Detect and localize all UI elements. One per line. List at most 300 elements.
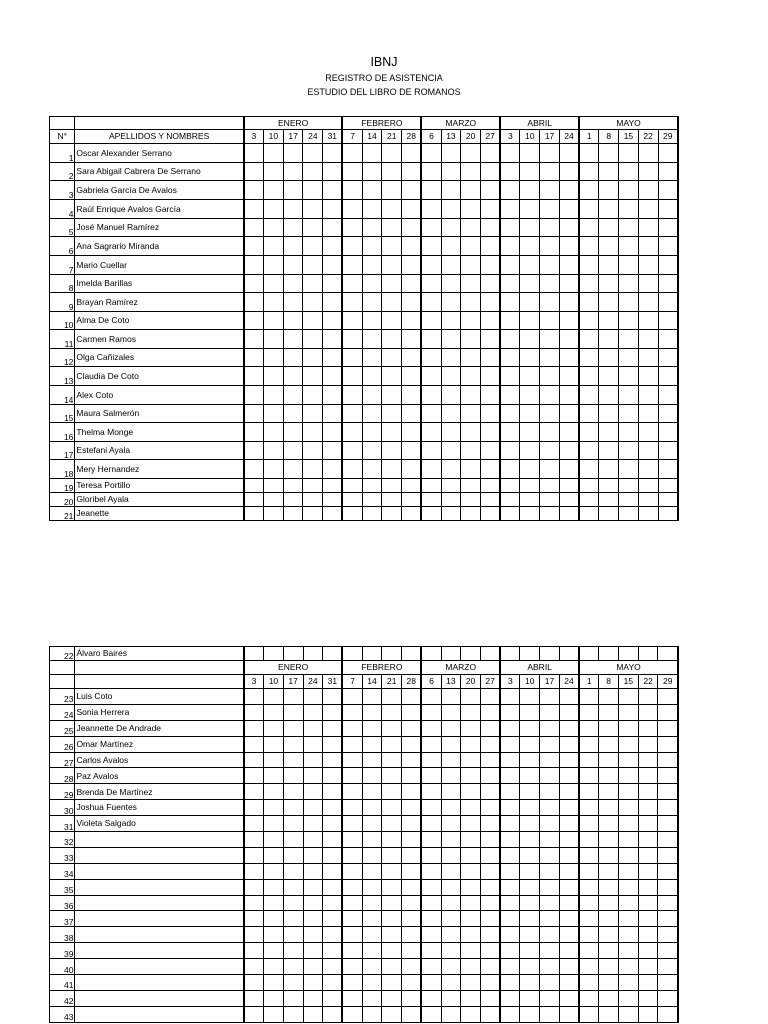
attendance-cell[interactable] <box>481 349 501 367</box>
attendance-cell[interactable] <box>579 349 599 367</box>
attendance-cell[interactable] <box>559 163 579 181</box>
attendance-cell[interactable] <box>362 507 382 521</box>
attendance-cell[interactable] <box>520 736 540 752</box>
attendance-cell[interactable] <box>520 959 540 975</box>
attendance-cell[interactable] <box>421 832 441 848</box>
attendance-cell[interactable] <box>342 720 362 736</box>
attendance-cell[interactable] <box>658 847 678 863</box>
attendance-cell[interactable] <box>599 816 619 832</box>
attendance-cell[interactable] <box>658 943 678 959</box>
attendance-cell[interactable] <box>244 479 264 493</box>
attendance-cell[interactable] <box>658 293 678 312</box>
attendance-cell[interactable] <box>520 442 540 460</box>
attendance-cell[interactable] <box>342 275 362 293</box>
attendance-cell[interactable] <box>244 704 264 720</box>
attendance-cell[interactable] <box>382 704 402 720</box>
attendance-cell[interactable] <box>481 442 501 460</box>
attendance-cell[interactable] <box>264 386 284 405</box>
attendance-cell[interactable] <box>559 927 579 943</box>
attendance-cell[interactable] <box>520 647 540 661</box>
attendance-cell[interactable] <box>382 293 402 312</box>
attendance-cell[interactable] <box>342 927 362 943</box>
attendance-cell[interactable] <box>342 816 362 832</box>
attendance-cell[interactable] <box>520 256 540 275</box>
attendance-cell[interactable] <box>382 832 402 848</box>
attendance-cell[interactable] <box>382 144 402 163</box>
attendance-cell[interactable] <box>264 704 284 720</box>
attendance-cell[interactable] <box>579 847 599 863</box>
attendance-cell[interactable] <box>520 405 540 423</box>
attendance-cell[interactable] <box>599 752 619 768</box>
attendance-cell[interactable] <box>264 752 284 768</box>
attendance-cell[interactable] <box>362 405 382 423</box>
attendance-cell[interactable] <box>658 479 678 493</box>
attendance-cell[interactable] <box>303 895 323 911</box>
attendance-cell[interactable] <box>461 442 481 460</box>
attendance-cell[interactable] <box>382 479 402 493</box>
attendance-cell[interactable] <box>638 720 658 736</box>
attendance-cell[interactable] <box>342 879 362 895</box>
attendance-cell[interactable] <box>402 405 422 423</box>
attendance-cell[interactable] <box>559 312 579 330</box>
attendance-cell[interactable] <box>579 1006 599 1022</box>
attendance-cell[interactable] <box>362 442 382 460</box>
attendance-cell[interactable] <box>461 256 481 275</box>
attendance-cell[interactable] <box>362 219 382 237</box>
attendance-cell[interactable] <box>441 181 461 200</box>
attendance-cell[interactable] <box>362 349 382 367</box>
attendance-cell[interactable] <box>638 784 658 800</box>
attendance-cell[interactable] <box>323 895 343 911</box>
attendance-cell[interactable] <box>461 689 481 705</box>
attendance-cell[interactable] <box>244 943 264 959</box>
attendance-cell[interactable] <box>658 275 678 293</box>
attendance-cell[interactable] <box>579 423 599 442</box>
attendance-cell[interactable] <box>323 959 343 975</box>
attendance-cell[interactable] <box>441 959 461 975</box>
attendance-cell[interactable] <box>402 460 422 479</box>
attendance-cell[interactable] <box>283 367 303 386</box>
attendance-cell[interactable] <box>500 386 520 405</box>
attendance-cell[interactable] <box>382 442 402 460</box>
attendance-cell[interactable] <box>402 367 422 386</box>
attendance-cell[interactable] <box>619 181 639 200</box>
attendance-cell[interactable] <box>461 990 481 1006</box>
attendance-cell[interactable] <box>500 752 520 768</box>
attendance-cell[interactable] <box>579 144 599 163</box>
attendance-cell[interactable] <box>441 349 461 367</box>
attendance-cell[interactable] <box>658 330 678 349</box>
attendance-cell[interactable] <box>264 405 284 423</box>
attendance-cell[interactable] <box>540 144 560 163</box>
attendance-cell[interactable] <box>540 163 560 181</box>
attendance-cell[interactable] <box>264 200 284 219</box>
attendance-cell[interactable] <box>520 911 540 927</box>
attendance-cell[interactable] <box>619 990 639 1006</box>
attendance-cell[interactable] <box>264 1006 284 1022</box>
attendance-cell[interactable] <box>342 911 362 927</box>
attendance-cell[interactable] <box>342 181 362 200</box>
attendance-cell[interactable] <box>461 720 481 736</box>
attendance-cell[interactable] <box>619 405 639 423</box>
attendance-cell[interactable] <box>441 507 461 521</box>
attendance-cell[interactable] <box>599 330 619 349</box>
attendance-cell[interactable] <box>500 507 520 521</box>
attendance-cell[interactable] <box>461 704 481 720</box>
attendance-cell[interactable] <box>500 163 520 181</box>
attendance-cell[interactable] <box>500 200 520 219</box>
attendance-cell[interactable] <box>382 163 402 181</box>
attendance-cell[interactable] <box>382 975 402 991</box>
attendance-cell[interactable] <box>362 493 382 507</box>
attendance-cell[interactable] <box>283 405 303 423</box>
attendance-cell[interactable] <box>441 219 461 237</box>
attendance-cell[interactable] <box>559 367 579 386</box>
attendance-cell[interactable] <box>559 330 579 349</box>
attendance-cell[interactable] <box>579 163 599 181</box>
attendance-cell[interactable] <box>658 312 678 330</box>
attendance-cell[interactable] <box>559 219 579 237</box>
attendance-cell[interactable] <box>283 975 303 991</box>
attendance-cell[interactable] <box>402 181 422 200</box>
attendance-cell[interactable] <box>481 163 501 181</box>
attendance-cell[interactable] <box>283 863 303 879</box>
attendance-cell[interactable] <box>362 293 382 312</box>
attendance-cell[interactable] <box>283 460 303 479</box>
attendance-cell[interactable] <box>559 800 579 816</box>
attendance-cell[interactable] <box>619 879 639 895</box>
attendance-cell[interactable] <box>461 349 481 367</box>
attendance-cell[interactable] <box>619 784 639 800</box>
attendance-cell[interactable] <box>264 442 284 460</box>
attendance-cell[interactable] <box>264 990 284 1006</box>
attendance-cell[interactable] <box>559 1006 579 1022</box>
attendance-cell[interactable] <box>323 990 343 1006</box>
attendance-cell[interactable] <box>283 895 303 911</box>
attendance-cell[interactable] <box>658 367 678 386</box>
attendance-cell[interactable] <box>283 1006 303 1022</box>
attendance-cell[interactable] <box>421 975 441 991</box>
attendance-cell[interactable] <box>342 768 362 784</box>
attendance-cell[interactable] <box>441 800 461 816</box>
attendance-cell[interactable] <box>303 275 323 293</box>
attendance-cell[interactable] <box>264 863 284 879</box>
attendance-cell[interactable] <box>579 768 599 784</box>
attendance-cell[interactable] <box>599 386 619 405</box>
attendance-cell[interactable] <box>638 975 658 991</box>
attendance-cell[interactable] <box>244 386 264 405</box>
attendance-cell[interactable] <box>520 689 540 705</box>
attendance-cell[interactable] <box>658 784 678 800</box>
attendance-cell[interactable] <box>599 879 619 895</box>
attendance-cell[interactable] <box>540 879 560 895</box>
attendance-cell[interactable] <box>579 386 599 405</box>
attendance-cell[interactable] <box>382 752 402 768</box>
attendance-cell[interactable] <box>559 895 579 911</box>
attendance-cell[interactable] <box>402 704 422 720</box>
attendance-cell[interactable] <box>421 237 441 256</box>
attendance-cell[interactable] <box>244 181 264 200</box>
attendance-cell[interactable] <box>421 736 441 752</box>
attendance-cell[interactable] <box>559 959 579 975</box>
attendance-cell[interactable] <box>559 816 579 832</box>
attendance-cell[interactable] <box>461 863 481 879</box>
attendance-cell[interactable] <box>283 736 303 752</box>
attendance-cell[interactable] <box>303 367 323 386</box>
attendance-cell[interactable] <box>461 1006 481 1022</box>
attendance-cell[interactable] <box>579 800 599 816</box>
attendance-cell[interactable] <box>559 736 579 752</box>
attendance-cell[interactable] <box>579 219 599 237</box>
attendance-cell[interactable] <box>244 863 264 879</box>
attendance-cell[interactable] <box>579 181 599 200</box>
attendance-cell[interactable] <box>441 720 461 736</box>
attendance-cell[interactable] <box>599 689 619 705</box>
attendance-cell[interactable] <box>323 507 343 521</box>
attendance-cell[interactable] <box>303 736 323 752</box>
attendance-cell[interactable] <box>619 832 639 848</box>
attendance-cell[interactable] <box>303 768 323 784</box>
attendance-cell[interactable] <box>362 943 382 959</box>
attendance-cell[interactable] <box>323 1006 343 1022</box>
attendance-cell[interactable] <box>599 720 619 736</box>
attendance-cell[interactable] <box>658 990 678 1006</box>
attendance-cell[interactable] <box>244 493 264 507</box>
attendance-cell[interactable] <box>619 219 639 237</box>
attendance-cell[interactable] <box>402 879 422 895</box>
attendance-cell[interactable] <box>402 768 422 784</box>
attendance-cell[interactable] <box>520 927 540 943</box>
attendance-cell[interactable] <box>638 423 658 442</box>
attendance-cell[interactable] <box>500 256 520 275</box>
attendance-cell[interactable] <box>619 720 639 736</box>
attendance-cell[interactable] <box>520 144 540 163</box>
attendance-cell[interactable] <box>323 293 343 312</box>
attendance-cell[interactable] <box>579 879 599 895</box>
attendance-cell[interactable] <box>579 237 599 256</box>
attendance-cell[interactable] <box>362 847 382 863</box>
attendance-cell[interactable] <box>441 879 461 895</box>
attendance-cell[interactable] <box>342 863 362 879</box>
attendance-cell[interactable] <box>500 405 520 423</box>
attendance-cell[interactable] <box>244 423 264 442</box>
attendance-cell[interactable] <box>500 312 520 330</box>
attendance-cell[interactable] <box>441 405 461 423</box>
attendance-cell[interactable] <box>540 816 560 832</box>
attendance-cell[interactable] <box>540 927 560 943</box>
attendance-cell[interactable] <box>244 460 264 479</box>
attendance-cell[interactable] <box>303 720 323 736</box>
attendance-cell[interactable] <box>481 200 501 219</box>
attendance-cell[interactable] <box>599 863 619 879</box>
attendance-cell[interactable] <box>559 442 579 460</box>
attendance-cell[interactable] <box>481 293 501 312</box>
attendance-cell[interactable] <box>382 689 402 705</box>
attendance-cell[interactable] <box>599 312 619 330</box>
attendance-cell[interactable] <box>559 460 579 479</box>
attendance-cell[interactable] <box>520 832 540 848</box>
attendance-cell[interactable] <box>382 847 402 863</box>
attendance-cell[interactable] <box>658 423 678 442</box>
attendance-cell[interactable] <box>579 863 599 879</box>
attendance-cell[interactable] <box>658 1006 678 1022</box>
attendance-cell[interactable] <box>579 405 599 423</box>
attendance-cell[interactable] <box>402 863 422 879</box>
attendance-cell[interactable] <box>658 736 678 752</box>
attendance-cell[interactable] <box>461 959 481 975</box>
attendance-cell[interactable] <box>264 736 284 752</box>
attendance-cell[interactable] <box>323 460 343 479</box>
attendance-cell[interactable] <box>362 895 382 911</box>
attendance-cell[interactable] <box>461 367 481 386</box>
attendance-cell[interactable] <box>658 959 678 975</box>
attendance-cell[interactable] <box>362 275 382 293</box>
attendance-cell[interactable] <box>421 330 441 349</box>
attendance-cell[interactable] <box>342 975 362 991</box>
attendance-cell[interactable] <box>579 975 599 991</box>
attendance-cell[interactable] <box>382 200 402 219</box>
attendance-cell[interactable] <box>559 405 579 423</box>
attendance-cell[interactable] <box>323 423 343 442</box>
attendance-cell[interactable] <box>559 256 579 275</box>
attendance-cell[interactable] <box>599 990 619 1006</box>
attendance-cell[interactable] <box>520 800 540 816</box>
attendance-cell[interactable] <box>500 349 520 367</box>
attendance-cell[interactable] <box>421 507 441 521</box>
attendance-cell[interactable] <box>559 720 579 736</box>
attendance-cell[interactable] <box>559 349 579 367</box>
attendance-cell[interactable] <box>264 895 284 911</box>
attendance-cell[interactable] <box>323 181 343 200</box>
attendance-cell[interactable] <box>481 312 501 330</box>
attendance-cell[interactable] <box>520 330 540 349</box>
attendance-cell[interactable] <box>441 237 461 256</box>
attendance-cell[interactable] <box>461 423 481 442</box>
attendance-cell[interactable] <box>342 386 362 405</box>
attendance-cell[interactable] <box>441 367 461 386</box>
attendance-cell[interactable] <box>303 293 323 312</box>
attendance-cell[interactable] <box>480 990 500 1006</box>
attendance-cell[interactable] <box>342 1006 362 1022</box>
attendance-cell[interactable] <box>658 800 678 816</box>
attendance-cell[interactable] <box>421 312 441 330</box>
attendance-cell[interactable] <box>342 200 362 219</box>
attendance-cell[interactable] <box>579 704 599 720</box>
attendance-cell[interactable] <box>480 832 500 848</box>
attendance-cell[interactable] <box>382 423 402 442</box>
attendance-cell[interactable] <box>362 367 382 386</box>
attendance-cell[interactable] <box>520 367 540 386</box>
attendance-cell[interactable] <box>244 879 264 895</box>
attendance-cell[interactable] <box>500 832 520 848</box>
attendance-cell[interactable] <box>441 293 461 312</box>
attendance-cell[interactable] <box>382 959 402 975</box>
attendance-cell[interactable] <box>264 507 284 521</box>
attendance-cell[interactable] <box>638 879 658 895</box>
attendance-cell[interactable] <box>540 943 560 959</box>
attendance-cell[interactable] <box>323 911 343 927</box>
attendance-cell[interactable] <box>579 479 599 493</box>
attendance-cell[interactable] <box>540 293 560 312</box>
attendance-cell[interactable] <box>421 144 441 163</box>
attendance-cell[interactable] <box>461 927 481 943</box>
attendance-cell[interactable] <box>283 330 303 349</box>
attendance-cell[interactable] <box>283 990 303 1006</box>
attendance-cell[interactable] <box>362 386 382 405</box>
attendance-cell[interactable] <box>481 423 501 442</box>
attendance-cell[interactable] <box>362 312 382 330</box>
attendance-cell[interactable] <box>480 975 500 991</box>
attendance-cell[interactable] <box>638 237 658 256</box>
attendance-cell[interactable] <box>441 927 461 943</box>
attendance-cell[interactable] <box>402 816 422 832</box>
attendance-cell[interactable] <box>362 256 382 275</box>
attendance-cell[interactable] <box>559 423 579 442</box>
attendance-cell[interactable] <box>520 816 540 832</box>
attendance-cell[interactable] <box>421 647 441 661</box>
attendance-cell[interactable] <box>342 507 362 521</box>
attendance-cell[interactable] <box>658 816 678 832</box>
attendance-cell[interactable] <box>619 943 639 959</box>
attendance-cell[interactable] <box>599 975 619 991</box>
attendance-cell[interactable] <box>579 816 599 832</box>
attendance-cell[interactable] <box>441 689 461 705</box>
attendance-cell[interactable] <box>283 479 303 493</box>
attendance-cell[interactable] <box>303 832 323 848</box>
attendance-cell[interactable] <box>402 256 422 275</box>
attendance-cell[interactable] <box>461 768 481 784</box>
attendance-cell[interactable] <box>638 943 658 959</box>
attendance-cell[interactable] <box>283 293 303 312</box>
attendance-cell[interactable] <box>441 736 461 752</box>
attendance-cell[interactable] <box>500 367 520 386</box>
attendance-cell[interactable] <box>599 200 619 219</box>
attendance-cell[interactable] <box>480 847 500 863</box>
attendance-cell[interactable] <box>619 768 639 784</box>
attendance-cell[interactable] <box>461 219 481 237</box>
attendance-cell[interactable] <box>579 442 599 460</box>
attendance-cell[interactable] <box>599 927 619 943</box>
attendance-cell[interactable] <box>342 800 362 816</box>
attendance-cell[interactable] <box>599 784 619 800</box>
attendance-cell[interactable] <box>619 704 639 720</box>
attendance-cell[interactable] <box>283 219 303 237</box>
attendance-cell[interactable] <box>500 959 520 975</box>
attendance-cell[interactable] <box>244 144 264 163</box>
attendance-cell[interactable] <box>658 689 678 705</box>
attendance-cell[interactable] <box>303 493 323 507</box>
attendance-cell[interactable] <box>303 990 323 1006</box>
attendance-cell[interactable] <box>362 647 382 661</box>
attendance-cell[interactable] <box>441 784 461 800</box>
attendance-cell[interactable] <box>638 847 658 863</box>
attendance-cell[interactable] <box>342 367 362 386</box>
attendance-cell[interactable] <box>382 219 402 237</box>
attendance-cell[interactable] <box>579 312 599 330</box>
attendance-cell[interactable] <box>264 293 284 312</box>
attendance-cell[interactable] <box>579 784 599 800</box>
attendance-cell[interactable] <box>382 927 402 943</box>
attendance-cell[interactable] <box>599 479 619 493</box>
attendance-cell[interactable] <box>500 689 520 705</box>
attendance-cell[interactable] <box>303 959 323 975</box>
attendance-cell[interactable] <box>540 479 560 493</box>
attendance-cell[interactable] <box>559 237 579 256</box>
attendance-cell[interactable] <box>303 784 323 800</box>
attendance-cell[interactable] <box>382 256 402 275</box>
attendance-cell[interactable] <box>658 704 678 720</box>
attendance-cell[interactable] <box>559 879 579 895</box>
